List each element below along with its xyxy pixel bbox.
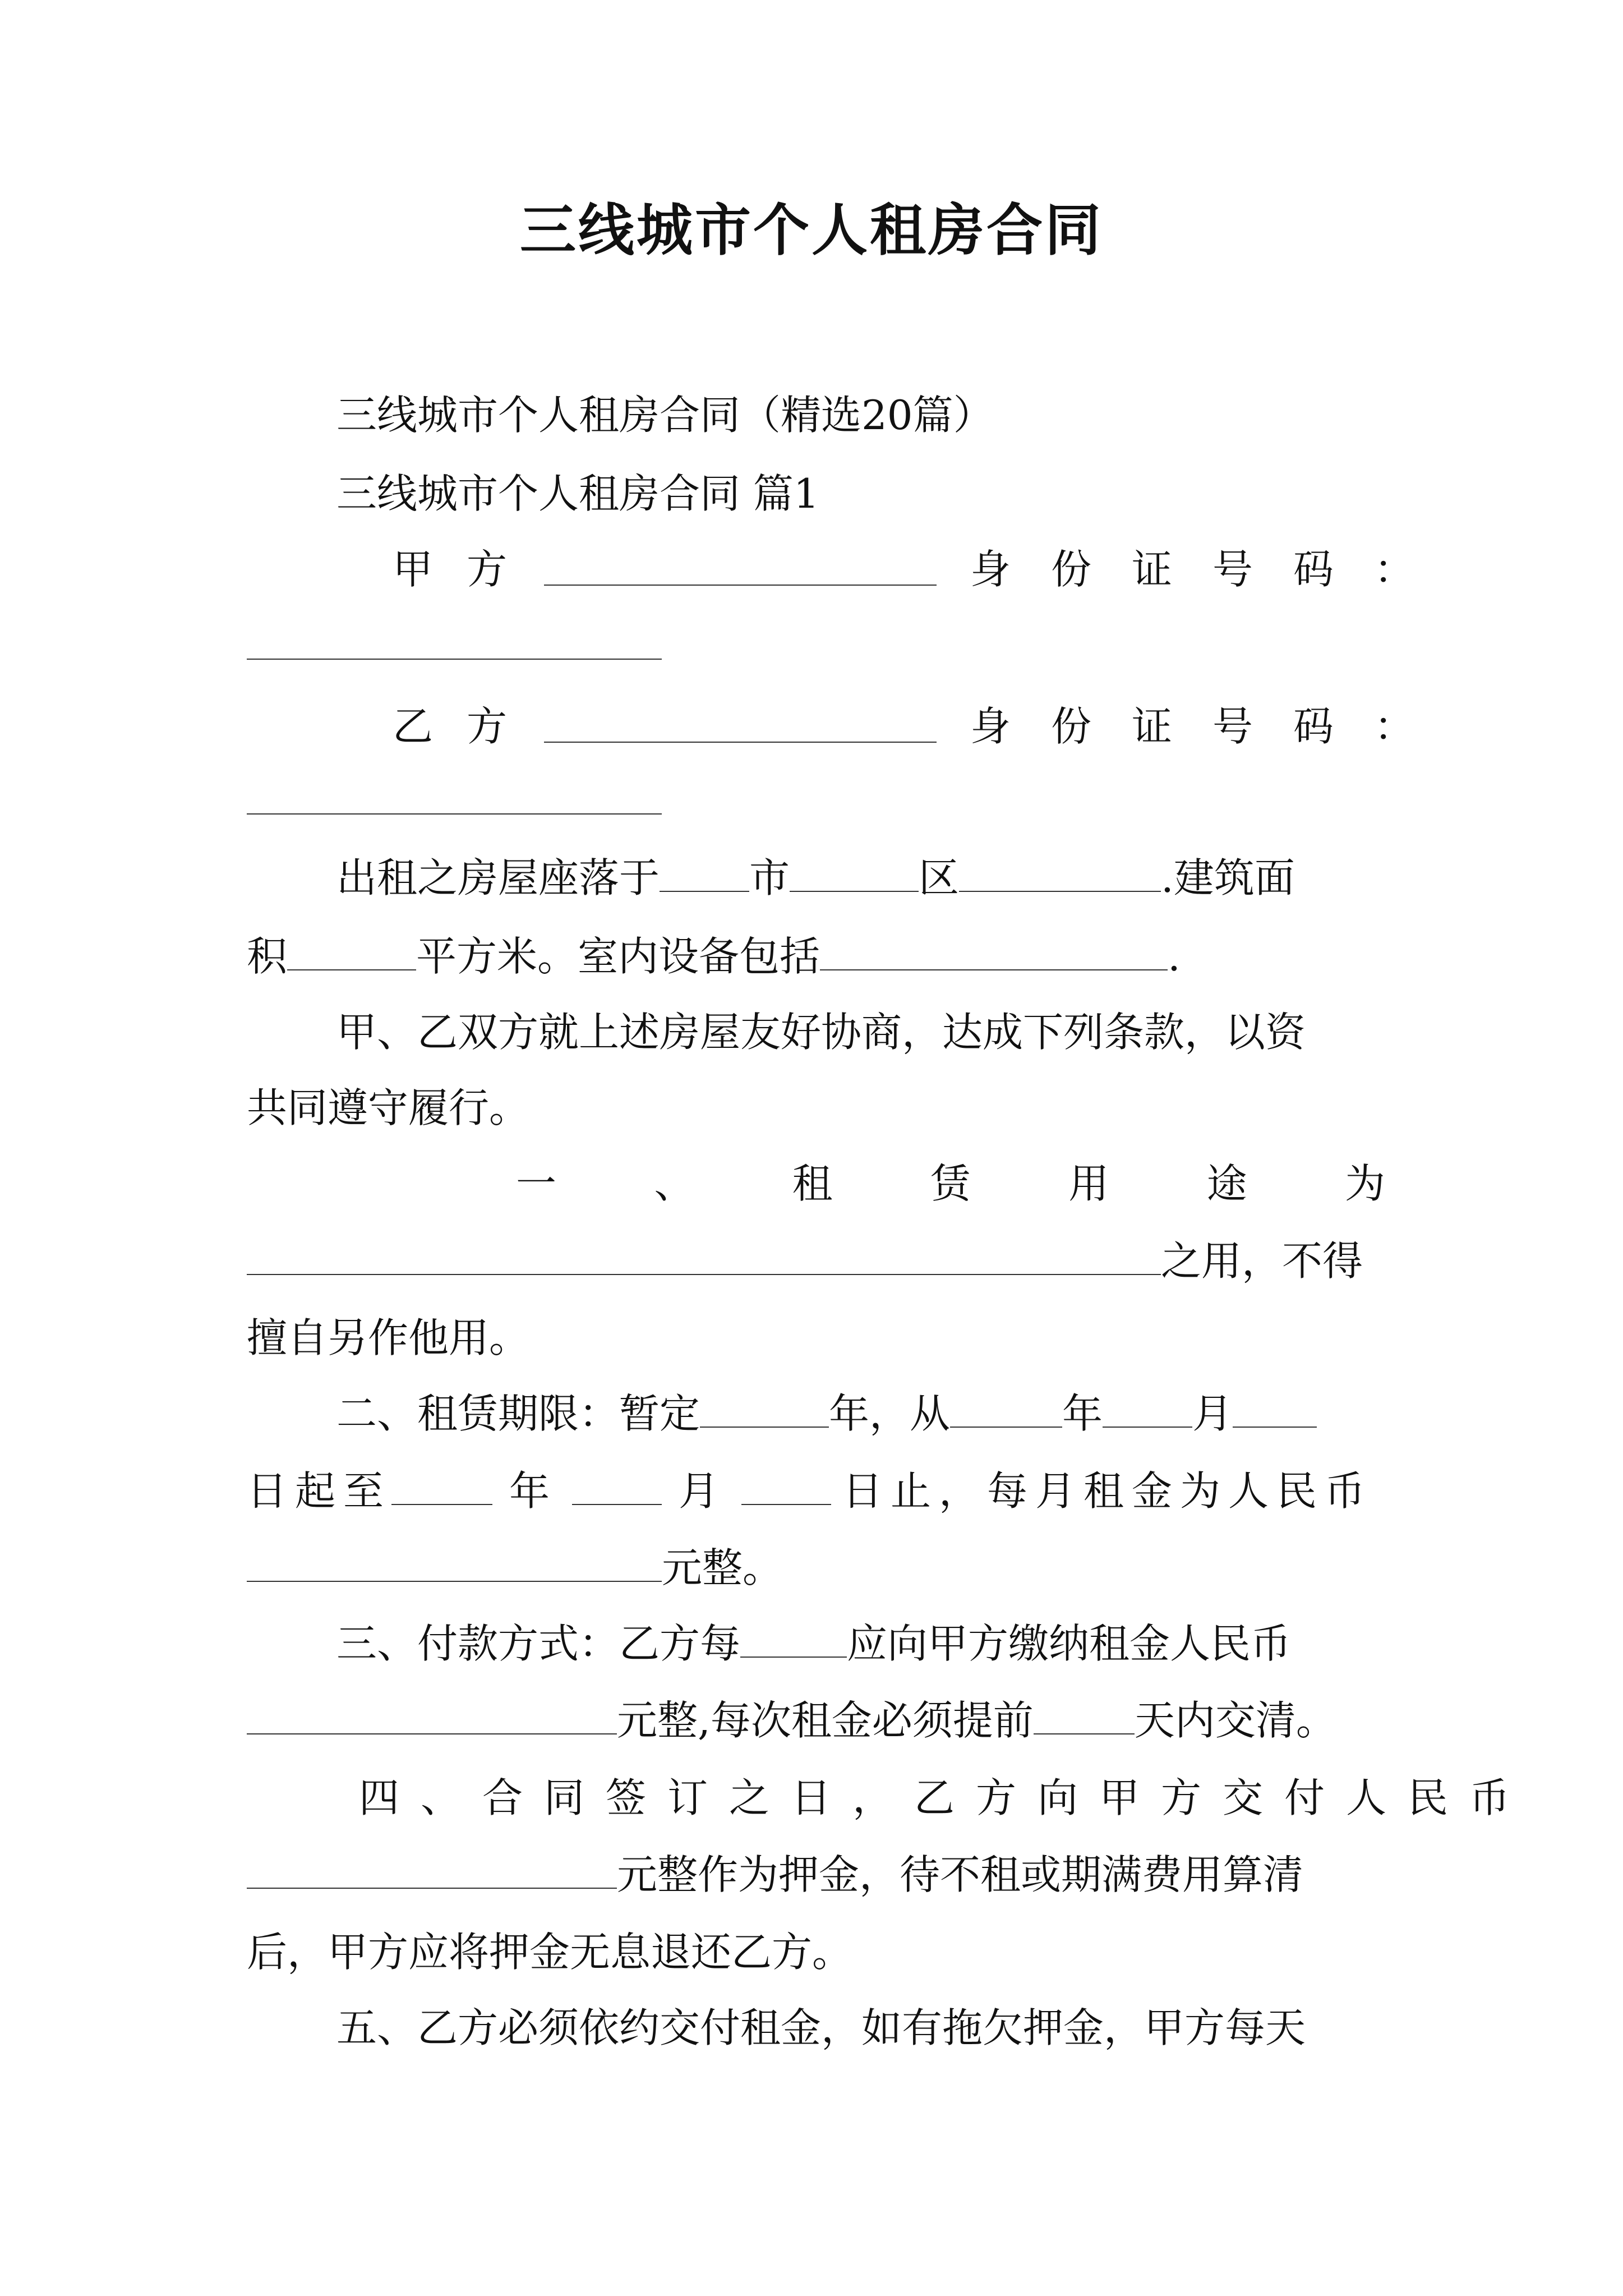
clause-5-line-1: 五、乙方必须依约交付租金，如有拖欠押金，甲方每天 (336, 2004, 1306, 2051)
party-b-label: 乙方 (393, 703, 541, 750)
party-b-id-blank (247, 812, 662, 815)
clause-4-line-2 (247, 1847, 1303, 1903)
party-b-id-label: 身份证号码： (970, 703, 1455, 750)
location-text-7: . (1168, 933, 1181, 980)
location-text-5: 积 (247, 933, 288, 980)
clause-1-char: 、 (654, 1160, 695, 1207)
clause-1-tail: 之用，不得 (1161, 1237, 1363, 1285)
clause-1-char: 赁 (930, 1160, 971, 1207)
clause-3-line-1 (336, 1616, 1291, 1672)
party-a-id-label: 身份证号码： (970, 546, 1455, 593)
clause-4-text-b: 元整作为押金，待不租或期满费用算清 (617, 1851, 1304, 1898)
party-a-name-blank (544, 583, 937, 586)
equipment-blank (820, 935, 1168, 970)
district-blank (790, 856, 919, 892)
clause-1-line-2 (247, 1233, 1363, 1289)
clause-2-text-c: 年 (1062, 1390, 1103, 1437)
clause-4-line-3: 后，甲方应将押金无息退还乙方。 (247, 1929, 853, 1976)
clause-2-text-a: 二、租赁期限：暂定 (336, 1390, 700, 1437)
clause-2-line-1 (336, 1386, 1317, 1442)
start-month-blank (1103, 1392, 1192, 1428)
advance-days-blank (1034, 1699, 1135, 1734)
area-blank (287, 935, 416, 970)
clause-1-char: 租 (792, 1160, 833, 1207)
clause-3-line-2 (247, 1692, 1336, 1749)
subtitle: 三线城市个人租房合同（精选20篇） (336, 392, 994, 439)
clause-2-text-g: 月 (679, 1467, 725, 1515)
clause-2-text-h: 日止，每月租金为人民币 (842, 1467, 1373, 1515)
payment-period-blank (740, 1622, 847, 1658)
clause-2-text-d: 月 (1192, 1390, 1233, 1437)
clause-2-text-e: 日起至 (247, 1467, 392, 1515)
clause-2-line-3 (247, 1540, 783, 1596)
clause-2-text-b: 年，从 (829, 1390, 951, 1437)
document-title: 三线城市个人租房合同 (520, 197, 1103, 263)
location-text-city: 市 (749, 854, 790, 901)
location-line-2 (247, 928, 1181, 984)
clause-2-text-f: 年 (509, 1467, 556, 1515)
clause-1-char: 一 (516, 1160, 557, 1207)
clause-1-char: 用 (1068, 1160, 1109, 1207)
party-a-label: 甲方 (393, 546, 541, 593)
term-years-blank (700, 1392, 829, 1428)
clause-1-char: 为 (1344, 1160, 1385, 1207)
clause-3-text-a: 三、付款方式：乙方每 (336, 1620, 741, 1667)
address-blank (959, 856, 1161, 892)
clause-3-text-d: 天内交清。 (1134, 1697, 1336, 1744)
location-text-district: 区 (919, 854, 960, 901)
clause-1-char: 途 (1206, 1160, 1247, 1207)
location-text-1: 出租之房屋座落于 (336, 854, 660, 901)
start-year-blank (950, 1392, 1062, 1428)
clause-4-line-1: 四、合同签订之日，乙方向甲方交付人民币 (359, 1774, 1532, 1821)
monthly-rent-blank (247, 1546, 662, 1582)
party-b-name-blank (544, 740, 937, 743)
agreement-line-1: 甲、乙双方就上述房屋友好协商，达成下列条款，以资 (336, 1009, 1306, 1056)
section-heading: 三线城市个人租房合同 篇1 (336, 470, 819, 517)
location-text-6: 平方米。室内设备包括 (416, 933, 820, 980)
end-day-blank (741, 1469, 831, 1505)
clause-1-line-3: 擅自另作他用。 (247, 1314, 530, 1361)
location-text-area: .建筑面 (1161, 854, 1295, 901)
payment-amount-blank (247, 1699, 617, 1734)
agreement-line-2: 共同遵守履行。 (247, 1084, 530, 1131)
clause-3-text-c: 元整,每次租金必须提前 (617, 1697, 1034, 1744)
city-blank (660, 856, 749, 892)
clause-1-heading (516, 1156, 1385, 1212)
clause-3-text-b: 应向甲方缴纳租金人民币 (847, 1620, 1292, 1667)
party-a-id-blank (247, 657, 662, 660)
location-line-1 (336, 850, 1295, 906)
start-day-blank (1233, 1392, 1317, 1428)
deposit-blank (247, 1853, 617, 1889)
clause-2-text-i: 元整。 (662, 1544, 783, 1591)
clause-2-line-2 (247, 1463, 1373, 1519)
end-year-blank (391, 1469, 492, 1505)
purpose-blank (247, 1239, 1161, 1275)
end-month-blank (572, 1469, 662, 1505)
